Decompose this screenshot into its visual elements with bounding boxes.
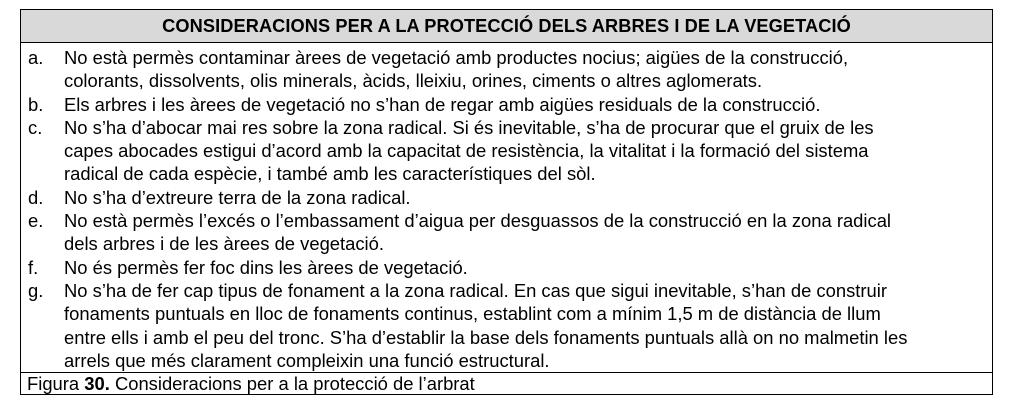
list-item-line: entre ells i amb el peu del tronc. S’ha d’establir la base dels fonaments puntuals allà on no malmetin les (64, 326, 908, 348)
list-item-text (64, 256, 992, 279)
caption-text: Consideracions per a la protecció de l’arbrat (109, 372, 475, 394)
list-item-line: fonaments puntuals en lloc de fonaments continus, establint com a mínim 1,5 m de distància de llum (64, 303, 881, 325)
list-item-line: dels arbres i de les àrees de vegetació. (64, 233, 384, 255)
figure-caption (21, 373, 992, 394)
caption-number: 30. (84, 372, 110, 394)
table-header (21, 10, 992, 43)
list-item-line: capes abocades estigui d’acord amb la capacitat de resistència, la vitalitat i la formació del sistema (64, 140, 869, 162)
list-item-text (64, 46, 992, 93)
table-title: CONSIDERACIONS PER A LA PROTECCIÓ DELS ARBRES I DE LA VEGETACIÓ (162, 15, 851, 36)
list-item-text (64, 93, 992, 116)
list-item-line: colorants, dissolvents, olis minerals, àcids, lleixiu, orines, ciments o altres aglomerats. (64, 70, 763, 92)
list-item-letter: f. (28, 256, 39, 278)
caption-prefix: Figura (27, 372, 85, 394)
list-item-line: arrels que més clarament compleixin una funció estructural. (64, 349, 550, 371)
list-item (21, 186, 992, 209)
list-item (21, 116, 992, 186)
list-item (21, 46, 992, 93)
list-item-line: No s’ha d’extreure terra de la zona radical. (64, 186, 411, 208)
list-item-line: No està permès contaminar àrees de vegetació amb productes nocius; aigües de la construcció, (64, 47, 849, 68)
list-item-letter: d. (28, 186, 44, 208)
list-item (21, 209, 992, 256)
list-item-line: No està permès l’excés o l’embassament d’aigua per desguassos de la construcció en la zona radical (64, 210, 892, 232)
list-item-text (64, 116, 992, 186)
list-item (21, 256, 992, 279)
list-item (21, 279, 992, 372)
list-item-line: radical de cada espècie, i també amb les característiques del sòl. (64, 163, 596, 185)
list-item-line: No s’ha de fer cap tipus de fonament a la zona radical. En cas que sigui inevitable, s’han de construir (64, 279, 887, 301)
list-item-line: No és permès fer foc dins les àrees de vegetació. (64, 256, 468, 278)
list-item-letter: e. (28, 210, 44, 232)
list-item-letter: a. (28, 47, 44, 68)
considerations-list (21, 43, 992, 373)
considerations-table (20, 9, 993, 395)
list-item-text (64, 186, 992, 209)
list-item-text (64, 209, 992, 256)
list-item-letter: b. (28, 93, 44, 115)
list-item-letter: c. (28, 116, 43, 138)
list-item-line: No s’ha d’abocar mai res sobre la zona radical. Si és inevitable, s’ha de procurar que el gruix de les (64, 116, 874, 138)
list-item (21, 93, 992, 116)
list-item-letter: g. (28, 279, 44, 301)
list-item-text (64, 279, 992, 372)
list-item-line: Els arbres i les àrees de vegetació no s’han de regar amb aigües residuals de la construcció. (64, 93, 821, 115)
